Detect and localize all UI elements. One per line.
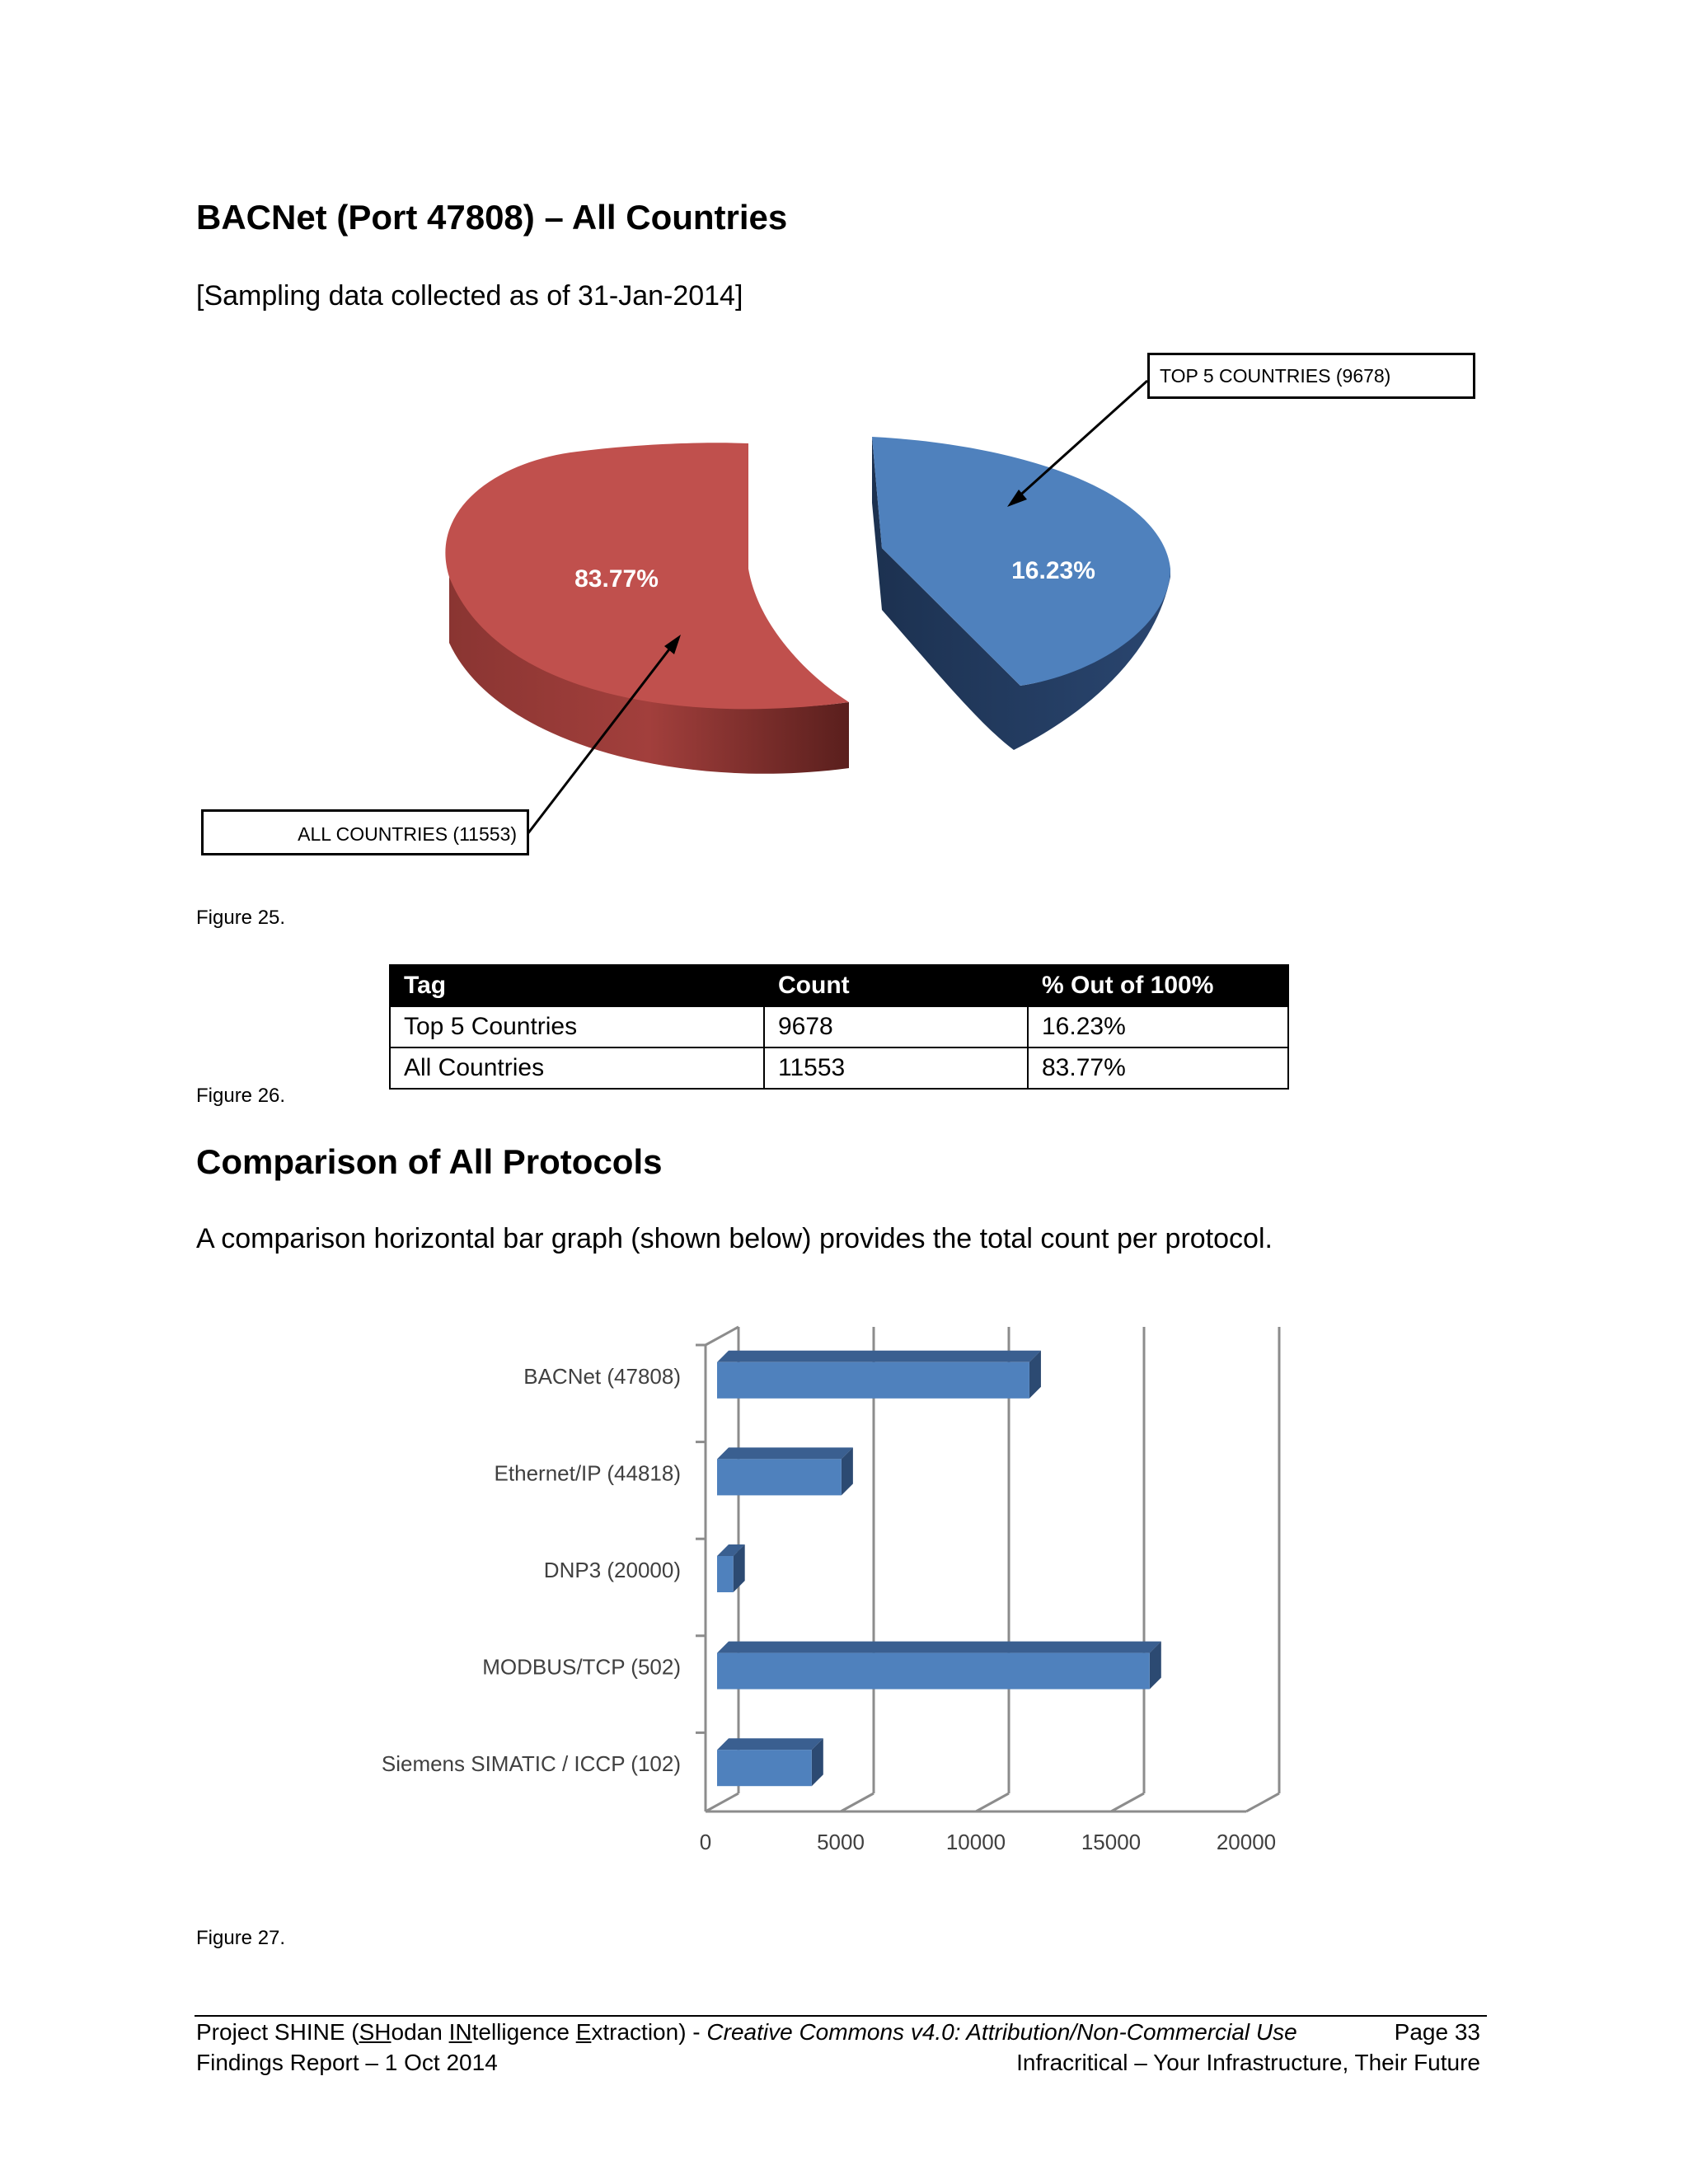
- section-title-comparison: Comparison of All Protocols: [196, 1142, 663, 1181]
- x-tick-label: 20000: [1216, 1830, 1277, 1854]
- callout-all-label: ALL COUNTRIES (11553): [298, 823, 517, 845]
- bar: [717, 1459, 842, 1495]
- table-header-count: Count: [764, 965, 1028, 1006]
- x-tick-label: 5000: [817, 1830, 865, 1854]
- y-tick-label: DNP3 (20000): [543, 1558, 681, 1582]
- bar: [717, 1556, 734, 1592]
- pie-label-all-countries: 83.77%: [574, 565, 659, 593]
- gridline-floor: [841, 1793, 874, 1811]
- axis-depth: [706, 1327, 738, 1345]
- table-cell: 11553: [764, 1047, 1028, 1089]
- bar: [717, 1653, 1150, 1690]
- figure-caption-26: Figure 26.: [196, 1085, 286, 1107]
- table-cell: 83.77%: [1028, 1047, 1288, 1089]
- footer-text: Project SHINE (: [196, 2019, 359, 2045]
- bar-top: [717, 1351, 1041, 1362]
- x-tick-label: 0: [699, 1830, 712, 1854]
- gridline-floor: [1246, 1793, 1279, 1811]
- x-tick-label: 10000: [945, 1830, 1006, 1854]
- y-tick-label: Siemens SIMATIC / ICCP (102): [381, 1751, 681, 1777]
- footer-text: SH: [359, 2019, 392, 2045]
- bar-top: [717, 1738, 823, 1750]
- gridline-floor: [706, 1793, 738, 1811]
- bar: [717, 1362, 1029, 1399]
- gridline-floor: [976, 1793, 1009, 1811]
- comparison-paragraph: A comparison horizontal bar graph (shown below) provides the total count per protocol.: [196, 1223, 1273, 1254]
- footer-report-date: Findings Report – 1 Oct 2014: [196, 2050, 498, 2075]
- footer-license: Creative Commons v4.0: Attribution/Non-Commercial Use: [706, 2019, 1297, 2045]
- sampling-note: [Sampling data collected as of 31-Jan-2014]: [196, 280, 743, 312]
- footer-line-1: [196, 2019, 1297, 2046]
- figure-caption-27: Figure 27.: [196, 1927, 286, 1949]
- footer-text: E: [575, 2019, 592, 2045]
- callout-top5-label: TOP 5 COUNTRIES (9678): [1160, 365, 1391, 387]
- footer-text: IN: [448, 2019, 472, 2045]
- table-cell: 9678: [764, 1006, 1028, 1047]
- bar: [717, 1750, 812, 1786]
- footer-rule: [195, 2015, 1487, 2017]
- footer-text: odan: [391, 2019, 449, 2045]
- gridline-floor: [1111, 1793, 1144, 1811]
- table-header-percent: % Out of 100%: [1028, 965, 1288, 1006]
- table-cell: All Countries: [390, 1047, 764, 1089]
- table-header-tag: Tag: [390, 965, 764, 1006]
- footer-tagline: Infracritical – Your Infrastructure, Their Future: [1016, 2050, 1480, 2075]
- section-title-bacnet: BACNet (Port 47808) – All Countries: [196, 198, 788, 237]
- bar-top: [717, 1447, 853, 1459]
- y-tick-label: BACNet (47808): [523, 1363, 681, 1389]
- footer-text: telligence: [471, 2019, 576, 2045]
- pie-label-top5: 16.23%: [1011, 557, 1095, 584]
- y-tick-label: Ethernet/IP (44818): [494, 1460, 681, 1486]
- x-tick-label: 15000: [1081, 1830, 1142, 1854]
- figure-caption-25: Figure 25.: [196, 907, 286, 929]
- table-cell: 16.23%: [1028, 1006, 1288, 1047]
- footer-page-number: Page 33: [1394, 2019, 1480, 2045]
- bar-top: [717, 1642, 1161, 1653]
- footer-text: xtraction) -: [591, 2019, 707, 2045]
- table-cell: Top 5 Countries: [390, 1006, 764, 1047]
- y-tick-label: MODBUS/TCP (502): [482, 1654, 681, 1680]
